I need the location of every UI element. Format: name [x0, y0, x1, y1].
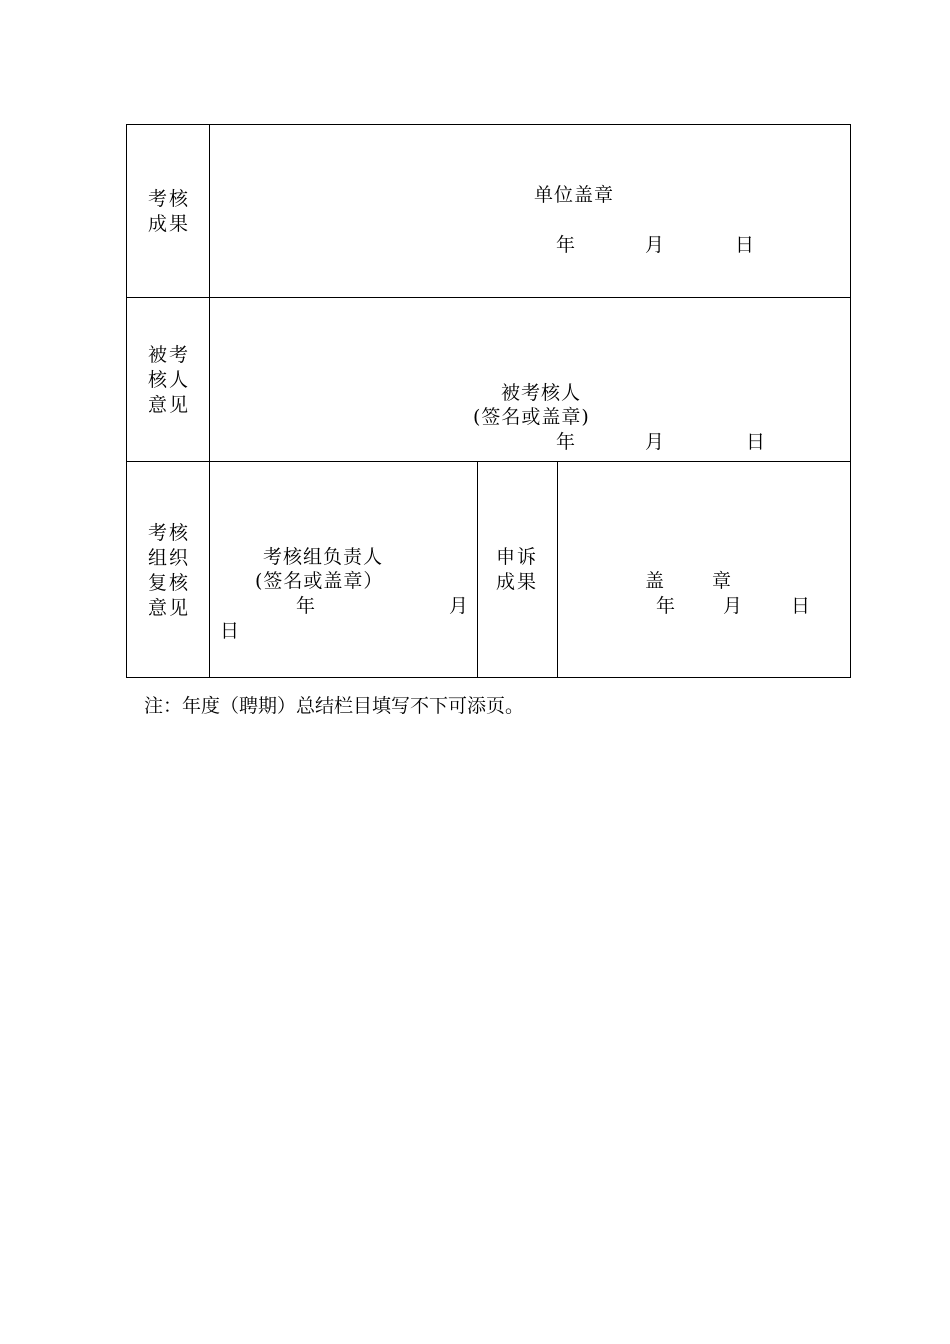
appeal-month: 月 [723, 595, 744, 617]
row3-divider-2 [557, 461, 558, 677]
appeal-year: 年 [656, 595, 677, 617]
row2-bottom-border [127, 461, 850, 462]
row1-bottom-border [127, 297, 850, 298]
appeal-result-label [487, 545, 547, 595]
row3-day: 日 [220, 620, 241, 642]
row1-day: 日 [735, 234, 756, 256]
row1-month: 月 [645, 234, 666, 256]
row3-label-line-3: 复核 [147, 572, 190, 594]
row2-year: 年 [556, 431, 577, 453]
row3-month: 月 [449, 595, 470, 617]
appeal-seal-left: 盖 [645, 570, 666, 592]
row3-sign-hint: (签名或盖章） [255, 570, 384, 592]
row3-label-line-2: 组织 [147, 547, 190, 569]
assessee-signer-text: 被考核人 [501, 382, 582, 404]
row2-label-line-1: 被考 [147, 344, 190, 366]
review-leader-text: 考核组负责人 [263, 546, 384, 568]
row3-label-line-4: 意见 [147, 597, 190, 619]
row3-label [139, 521, 199, 621]
row3-year: 年 [296, 595, 317, 617]
row1-label-line-1: 考核 [147, 188, 190, 210]
row3-label-line-1: 考核 [147, 522, 190, 544]
assessment-form-table [126, 124, 851, 678]
appeal-seal-right: 章 [712, 570, 733, 592]
row2-label-line-2: 核人 [147, 369, 190, 391]
row1-year: 年 [556, 234, 577, 256]
row2-label [139, 343, 199, 418]
row2-month: 月 [645, 431, 666, 453]
row2-sign-hint: (签名或盖章) [473, 406, 590, 428]
unit-stamp-text: 单位盖章 [534, 184, 615, 206]
row2-label-line-3: 意见 [147, 394, 190, 416]
row3-divider-1 [477, 461, 478, 677]
appeal-day: 日 [791, 595, 812, 617]
row1-label [139, 187, 199, 237]
appeal-label-line-1: 申诉 [495, 546, 538, 568]
footnote: 注：年度（聘期）总结栏目填写不下可添页。 [144, 695, 525, 717]
appeal-label-line-2: 成果 [495, 571, 538, 593]
row1-label-line-2: 成果 [147, 213, 190, 235]
row2-day: 日 [746, 431, 767, 453]
label-column-divider [209, 125, 210, 677]
